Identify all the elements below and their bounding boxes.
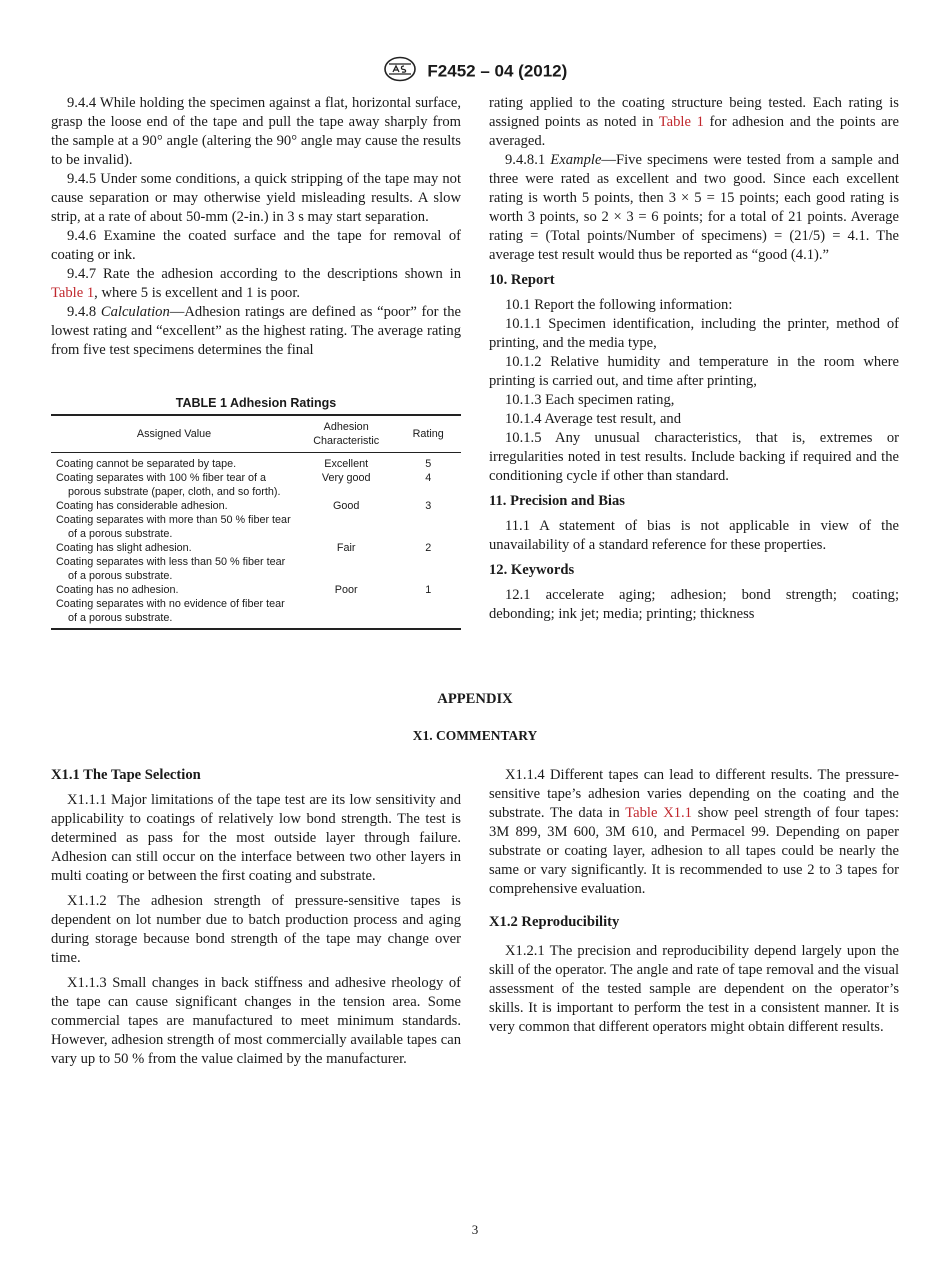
document-designation: F2452 – 04 (2012): [427, 61, 568, 81]
para-9-4-8-1: 9.4.8.1 Example—Five specimens were tested from a sample and three were rated as excellent and two good. Since each excellent rating is worth 5 points, then 3 × 5 = 15 points; each good rating is worth 3 points, so 2 × 3 = 6 points; for a total of 21 points. Average rating = (Total points/Number of specimens) = (21/5) = 4.1. The average test result would thus be reported as “good (4.1).”: [489, 152, 899, 263]
col-header-assigned-value: Assigned Value: [51, 415, 297, 453]
page-number: 3: [471, 1222, 479, 1237]
para-11-1: 11.1 A statement of bias is not applicable in view of the unavailability of a standard reference for these properties.: [489, 518, 899, 553]
para-10-1-1: 10.1.1 Specimen identification, including the printer, method of printing, and the media type,: [489, 316, 899, 351]
table-row: Coating has considerable adhesion. Coating separates with more than 50 % fiber tear of a porous substrate. Good 3: [56, 500, 432, 540]
right-column-bottom: [489, 766, 899, 1037]
para-10-1-2: 10.1.2 Relative humidity and temperature in the room where printing is carried out, and time after printing,: [489, 354, 899, 389]
left-column-bottom: [51, 766, 461, 1069]
section-heading-x1-1: X1.1 The Tape Selection: [51, 767, 201, 783]
para-x1-1-4: X1.1.4 Different tapes can lead to different results. The pressure-sensitive tape’s adhesion varies depending on the coating and the substrate. The data in Table X1.1 show peel strength of four tapes: 3M 899, 3M 600, 3M 610, and Permacel 99. Depending on paper substrate or coating layer, adhesion to all tapes could be nearly the same or vary significantly. It is recommended to use 2 to 3 tapes for comprehensive evaluation.: [489, 767, 899, 897]
para-12-1: 12.1 accelerate aging; adhesion; bond strength; coating; debonding; ink jet; media; printing; thickness: [489, 587, 899, 622]
para-10-1-4: 10.1.4 Average test result, and: [505, 411, 682, 427]
table-row: Coating cannot be separated by tape. Excellent 5: [56, 458, 432, 470]
section-heading-x1-2: X1.2 Reproducibility: [489, 914, 620, 930]
astm-logo-icon: [383, 56, 417, 87]
table-x1-1-link[interactable]: Table X1.1: [625, 805, 692, 821]
para-9-4-8: 9.4.8 Calculation—Adhesion ratings are defined as “poor” for the lowest rating and “excellent” as the highest rating. The average rating from five test specimens determines the final: [51, 304, 461, 358]
right-column-top: [489, 94, 899, 624]
para-10-1: 10.1 Report the following information:: [505, 297, 733, 313]
col-header-rating: Rating: [395, 415, 461, 453]
para-x1-1-2: X1.1.2 The adhesion strength of pressure-sensitive tapes is dependent on lot number due to batch production process and aging during storage because bond strength of the tape may change over time.: [51, 893, 461, 966]
section-heading-precision: 11. Precision and Bias: [489, 493, 625, 509]
para-x1-1-3: X1.1.3 Small changes in back stiffness and adhesive rheology of the tape can cause significant changes in the tension area. Some commercial tapes are manufactured to meet minimum standards. However, adhesion strength of most commercially available tapes can vary up to 50 % from the value claimed by the manufacturer.: [51, 975, 461, 1067]
appendix-subtitle: X1. COMMENTARY: [412, 728, 538, 743]
para-x1-1-1: X1.1.1 Major limitations of the tape test are its low sensitivity and applicability to coatings of relatively low bond strength. The test is determined as pass for the most outside layer through failure. Adhesion can still occur on the interface between two other layers in multi coating or between the first coating and substrate.: [51, 792, 461, 884]
appendix-title: APPENDIX: [437, 691, 513, 707]
para-x1-2-1: X1.2.1 The precision and reproducibility depend largely upon the skill of the operator. The angle and rate of tape removal and the visual assessment of the tested sample are dependent on the operator’s skills. It is important to perform the test in a consistent manner. It is very common that different operators might obtain different results.: [489, 943, 899, 1035]
para-continuation: rating applied to the coating structure being tested. Each rating is assigned points as noted in Table 1 for adhesion and the points are averaged.: [489, 95, 899, 149]
para-10-1-5: 10.1.5 Any unusual characteristics, that is, extremes or irregularities noted in test results. Include backing if required and the conditioning cycle if other than standard.: [489, 430, 899, 484]
para-9-4-7: 9.4.7 Rate the adhesion according to the descriptions shown in Table 1, where 5 is excellent and 1 is poor.: [51, 266, 461, 301]
para-10-1-3: 10.1.3 Each specimen rating,: [505, 392, 675, 408]
para-9-4-6: 9.4.6 Examine the coated surface and the tape for removal of coating or ink.: [51, 228, 461, 263]
table-1-link[interactable]: Table 1: [51, 285, 95, 301]
table-1-title: TABLE 1 Adhesion Ratings: [175, 396, 337, 410]
adhesion-ratings-table: [51, 414, 461, 630]
para-9-4-4: 9.4.4 While holding the specimen against a flat, horizontal surface, grasp the loose end of the tape and pull the tape away sharply from the sample at a 90° angle (altering the 90° angle may cause the results to be invalid).: [51, 95, 461, 168]
page-header: [0, 56, 950, 87]
table-1-link[interactable]: Table 1: [658, 114, 704, 130]
section-heading-keywords: 12. Keywords: [489, 562, 575, 578]
section-heading-report: 10. Report: [489, 272, 555, 288]
table-row: Coating has no adhesion. Coating separates with no evidence of fiber tear of a porous substrate. Poor 1: [51, 583, 461, 629]
table-row: Coating has slight adhesion. Coating separates with less than 50 % fiber tear of a porous substrate. Fair 2: [56, 542, 432, 582]
para-9-4-5: 9.4.5 Under some conditions, a quick stripping of the tape may not cause separation or may otherwise yield misleading results. A slow strip, at a rate of about 50-mm (2-in.) in 3 s may start separation.: [51, 171, 461, 225]
col-header-adhesion-characteristic: Adhesion Characteristic: [297, 415, 395, 453]
left-column-top: [51, 94, 461, 360]
table-row: Coating separates with 100 % fiber tear of a porous substrate (paper, cloth, and so forth). Very good 4: [56, 472, 432, 498]
